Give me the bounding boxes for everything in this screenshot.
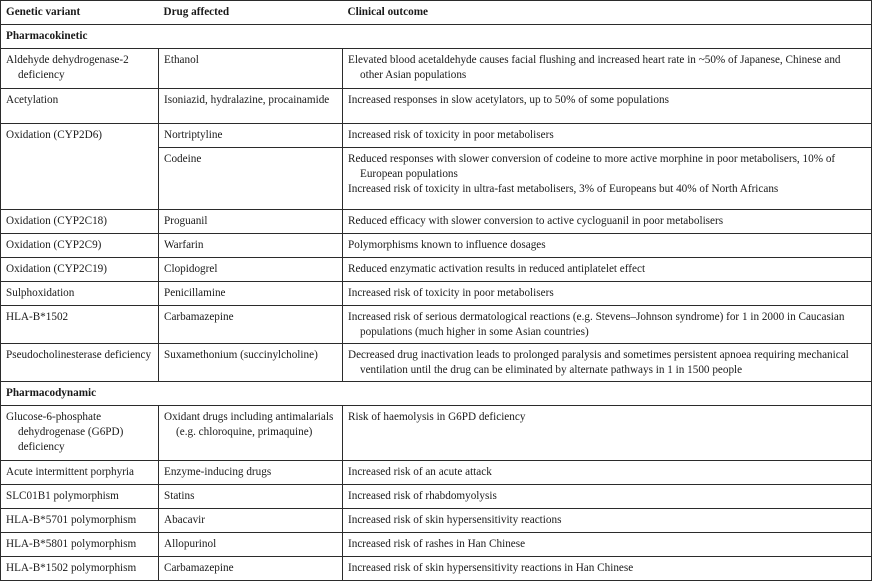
outcome-cell bbox=[343, 509, 872, 533]
outcome-text: Increased risk of toxicity in ultra-fast metabolisers, 3% of Europeans but 40% of North Africans bbox=[348, 183, 779, 195]
outcome-text: Reduced efficacy with slower conversion to active cycloguanil in poor metabolisers bbox=[348, 215, 724, 227]
table-row bbox=[1, 406, 872, 461]
drug-text: Ethanol bbox=[164, 54, 199, 66]
outcome-text: Reduced enzymatic activation results in reduced antiplatelet effect bbox=[348, 263, 646, 275]
outcome-text: Increased risk of an acute attack bbox=[348, 466, 492, 478]
outcome-cell bbox=[343, 533, 872, 557]
outcome-cell bbox=[343, 258, 872, 282]
header-genetic-variant: Genetic variant bbox=[1, 1, 159, 25]
drug-text: Abacavir bbox=[164, 514, 205, 526]
variant-cell bbox=[1, 509, 159, 533]
variant-cell bbox=[1, 282, 159, 306]
variant-cell bbox=[1, 210, 159, 234]
drug-cell bbox=[159, 406, 343, 461]
drug-cell bbox=[159, 258, 343, 282]
variant-text: HLA-B*1502 polymorphism bbox=[6, 562, 137, 574]
drug-cell bbox=[159, 533, 343, 557]
variant-text: Oxidation (CYP2C9) bbox=[6, 239, 102, 251]
table-body bbox=[1, 25, 872, 581]
section-row bbox=[1, 382, 872, 406]
variant-text: Oxidation (CYP2D6) bbox=[6, 129, 103, 141]
drug-text: Statins bbox=[164, 490, 195, 502]
outcome-cell bbox=[343, 282, 872, 306]
outcome-cell bbox=[343, 148, 872, 210]
outcome-cell bbox=[343, 234, 872, 258]
outcome-text: Polymorphisms known to influence dosages bbox=[348, 239, 546, 251]
variant-cell bbox=[1, 557, 159, 581]
table-row bbox=[1, 306, 872, 344]
drug-text: Warfarin bbox=[164, 239, 204, 251]
variant-text: Oxidation (CYP2C18) bbox=[6, 215, 107, 227]
outcome-cell bbox=[343, 124, 872, 148]
variant-text: Glucose-6-phosphate dehydrogenase (G6PD) deficiency bbox=[6, 411, 124, 453]
drug-text: Proguanil bbox=[164, 215, 208, 227]
drug-cell bbox=[159, 485, 343, 509]
table-row bbox=[1, 557, 872, 581]
table-header bbox=[1, 1, 872, 25]
outcome-cell bbox=[343, 461, 872, 485]
table-row bbox=[1, 210, 872, 234]
drug-text: Clopidogrel bbox=[164, 263, 218, 275]
variant-text: HLA-B*1502 bbox=[6, 311, 69, 323]
outcome-text: Increased risk of rhabdomyolysis bbox=[348, 490, 497, 502]
variant-text: HLA-B*5701 polymorphism bbox=[6, 514, 137, 526]
table-row bbox=[1, 282, 872, 306]
variant-cell bbox=[1, 406, 159, 461]
outcome-text: Increased risk of toxicity in poor metabolisers bbox=[348, 129, 554, 141]
drug-cell bbox=[159, 210, 343, 234]
outcome-text: Increased risk of skin hypersensitivity reactions in Han Chinese bbox=[348, 562, 634, 574]
drug-text: Allopurinol bbox=[164, 538, 217, 550]
variant-cell bbox=[1, 344, 159, 382]
variant-cell bbox=[1, 89, 159, 124]
table-row bbox=[1, 49, 872, 89]
outcome-cell bbox=[343, 210, 872, 234]
table-row bbox=[1, 234, 872, 258]
drug-cell bbox=[159, 461, 343, 485]
variant-text: Acute intermittent porphyria bbox=[6, 466, 134, 478]
header-clinical-outcome: Clinical outcome bbox=[343, 1, 872, 25]
table-row bbox=[1, 509, 872, 533]
outcome-text: Reduced responses with slower conversion of codeine to more active morphine in poor metabolisers, 10% of European populations bbox=[348, 153, 836, 180]
outcome-cell bbox=[343, 344, 872, 382]
outcome-cell bbox=[343, 406, 872, 461]
variant-cell bbox=[1, 234, 159, 258]
variant-cell bbox=[1, 258, 159, 282]
drug-text: Suxamethonium (succinylcholine) bbox=[164, 349, 318, 361]
outcome-text: Increased risk of toxicity in poor metabolisers bbox=[348, 287, 554, 299]
section-row bbox=[1, 25, 872, 49]
table-row bbox=[1, 344, 872, 382]
variant-text: SLC01B1 polymorphism bbox=[6, 490, 119, 502]
drug-text: Nortriptyline bbox=[164, 129, 223, 141]
outcome-cell bbox=[343, 557, 872, 581]
outcome-text: Increased risk of rashes in Han Chinese bbox=[348, 538, 526, 550]
outcome-cell bbox=[343, 89, 872, 124]
drug-cell bbox=[159, 234, 343, 258]
variant-cell bbox=[1, 124, 159, 210]
header-drug-affected: Drug affected bbox=[159, 1, 343, 25]
variant-text: Acetylation bbox=[6, 94, 59, 106]
outcome-text: Decreased drug inactivation leads to prolonged paralysis and sometimes persistent apnoea requiring mechanical ventilation until the drug can be eliminated by alternate pathways in 1 in 1500 people bbox=[348, 349, 849, 376]
drug-cell bbox=[159, 557, 343, 581]
variant-cell bbox=[1, 461, 159, 485]
drug-text: Oxidant drugs including antimalarials (e.g. chloroquine, primaquine) bbox=[164, 411, 334, 438]
drug-cell bbox=[159, 306, 343, 344]
drug-cell bbox=[159, 344, 343, 382]
outcome-text: Risk of haemolysis in G6PD deficiency bbox=[348, 411, 526, 423]
drug-text: Isoniazid, hydralazine, procainamide bbox=[164, 94, 330, 106]
outcome-cell bbox=[343, 49, 872, 89]
variant-text: Pseudocholinesterase deficiency bbox=[6, 349, 152, 361]
table-row bbox=[1, 533, 872, 557]
drug-text: Enzyme-inducing drugs bbox=[164, 466, 272, 478]
drug-cell bbox=[159, 509, 343, 533]
table-row bbox=[1, 485, 872, 509]
outcome-cell bbox=[343, 306, 872, 344]
drug-cell bbox=[159, 148, 343, 210]
table-row bbox=[1, 258, 872, 282]
variant-text: Aldehyde dehydrogenase-2 deficiency bbox=[6, 54, 129, 81]
drug-text: Carbamazepine bbox=[164, 562, 234, 574]
drug-text: Codeine bbox=[164, 153, 202, 165]
variant-text: Oxidation (CYP2C19) bbox=[6, 263, 107, 275]
drug-text: Carbamazepine bbox=[164, 311, 234, 323]
outcome-text: Increased risk of skin hypersensitivity reactions bbox=[348, 514, 562, 526]
table-row bbox=[1, 124, 872, 148]
drug-cell bbox=[159, 89, 343, 124]
variant-cell bbox=[1, 485, 159, 509]
table-row bbox=[1, 461, 872, 485]
section-title-pharmacokinetic: Pharmacokinetic bbox=[1, 25, 872, 49]
drug-cell bbox=[159, 49, 343, 89]
outcome-text: Elevated blood acetaldehyde causes facial flushing and increased heart rate in ~50% of Japanese, Chinese and other Asian populations bbox=[348, 54, 841, 81]
section-title-pharmacodynamic: Pharmacodynamic bbox=[1, 382, 872, 406]
variant-cell bbox=[1, 533, 159, 557]
drug-cell bbox=[159, 124, 343, 148]
variant-text: Sulphoxidation bbox=[6, 287, 75, 299]
outcome-text: Increased responses in slow acetylators, up to 50% of some populations bbox=[348, 94, 669, 106]
drug-text: Penicillamine bbox=[164, 287, 226, 299]
outcome-cell bbox=[343, 485, 872, 509]
variant-cell bbox=[1, 306, 159, 344]
header-row bbox=[1, 1, 872, 25]
drug-cell bbox=[159, 282, 343, 306]
variant-cell bbox=[1, 49, 159, 89]
variant-text: HLA-B*5801 polymorphism bbox=[6, 538, 137, 550]
table-row bbox=[1, 89, 872, 124]
outcome-text: Increased risk of serious dermatological reactions (e.g. Stevens–Johnson syndrome) for 1 in 2000 in Caucasian populations (much higher in some Asian countries) bbox=[348, 311, 845, 338]
